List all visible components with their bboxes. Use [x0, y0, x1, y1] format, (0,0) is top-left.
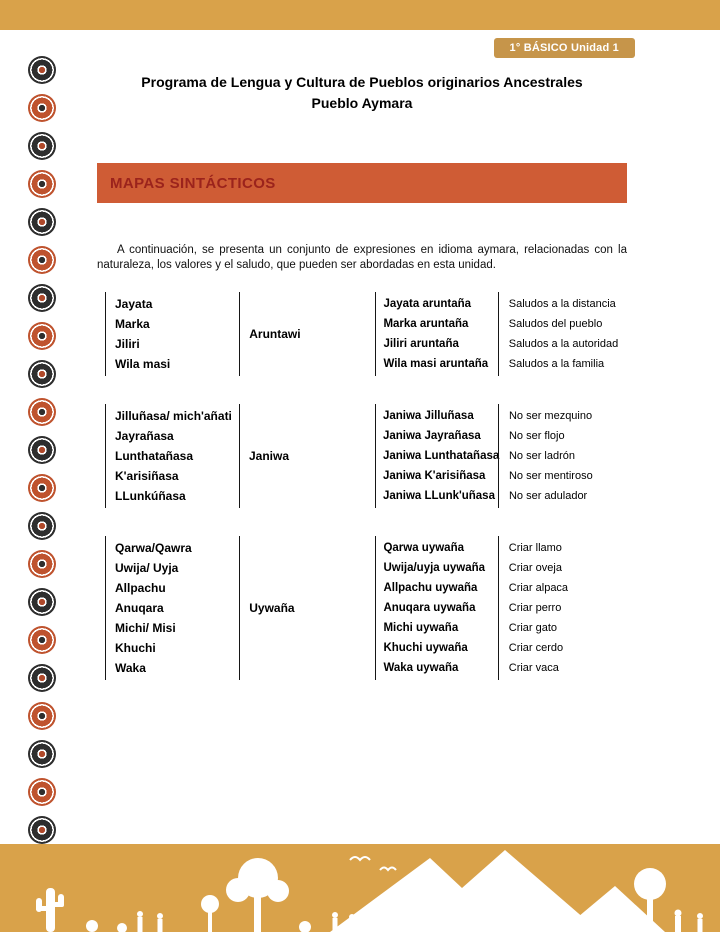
- ornament-medallion-icon: [28, 132, 56, 160]
- aymara-word: Jiliri: [115, 337, 140, 351]
- syntax-maps: [105, 292, 627, 680]
- ornament-medallion-icon: [28, 588, 56, 616]
- cactus-icon: [36, 888, 64, 932]
- ornament-medallion-icon: [28, 360, 56, 388]
- ornament-medallion-icon: [28, 474, 56, 502]
- spanish-meaning: No ser adulador: [508, 490, 588, 502]
- ornament-medallion-icon: [28, 170, 56, 198]
- bush-icon: [117, 923, 127, 932]
- spanish-meaning: Criar gato: [508, 622, 558, 634]
- aymara-phrase: Jiliri aruntaña: [383, 338, 459, 350]
- aymara-word: Uwija/ Uyja: [115, 561, 179, 575]
- unit-badge: 1° BÁSICO Unidad 1: [494, 38, 635, 58]
- footer-illustration: [0, 844, 720, 932]
- aymara-word: Michi/ Misi: [115, 621, 176, 635]
- aymara-phrase: Marka aruntaña: [383, 318, 469, 330]
- aymara-phrase: Khuchi uywaña: [383, 642, 468, 654]
- spanish-meaning: Criar llamo: [508, 542, 562, 554]
- bird-icon: [350, 857, 396, 870]
- aymara-word: Khuchi: [115, 641, 156, 655]
- document-title-line1: Programa de Lengua y Cultura de Pueblos originarios Ancestrales: [141, 74, 583, 90]
- spanish-meaning: No ser mezquino: [508, 410, 593, 422]
- aymara-phrase: Anuqara uywaña: [383, 602, 476, 614]
- spanish-meaning: Criar perro: [508, 602, 562, 614]
- bush-icon: [86, 920, 98, 932]
- ornament-medallion-icon: [28, 664, 56, 692]
- ornament-medallion-icon: [28, 816, 56, 844]
- aymara-word: Allpachu: [115, 581, 166, 595]
- aymara-phrase: Wila masi aruntaña: [383, 358, 489, 370]
- landscape-silhouette: [0, 844, 720, 932]
- aymara-word: Wila masi: [115, 357, 171, 371]
- aymara-word: LLunkúñasa: [115, 489, 186, 503]
- meanings-column: [498, 404, 627, 508]
- meanings-column: [498, 292, 627, 376]
- aymara-word: Jilluñasa/ mich'añati: [115, 409, 232, 423]
- aymara-word: K'arisiñasa: [115, 469, 179, 483]
- aymara-phrase: Qarwa uywaña: [383, 542, 464, 554]
- spanish-meaning: Criar vaca: [508, 662, 559, 674]
- ornament-medallion-icon: [28, 778, 56, 806]
- spanish-meaning: Criar alpaca: [508, 582, 569, 594]
- spanish-meaning: Criar cerdo: [508, 642, 564, 654]
- ornament-medallion-icon: [28, 246, 56, 274]
- connector-word: Janiwa: [248, 449, 290, 463]
- aymara-phrase: Jayata aruntaña: [383, 298, 472, 310]
- meanings-column: [498, 536, 627, 680]
- tree-icon: [201, 895, 219, 932]
- aymara-phrase: Janiwa Lunthatañasa: [382, 450, 500, 462]
- connector-column: [239, 536, 375, 680]
- spanish-meaning: Saludos a la familia: [508, 358, 605, 370]
- ornament-medallion-icon: [28, 208, 56, 236]
- aymara-phrase: Janiwa K'arisiñasa: [382, 470, 486, 482]
- aymara-phrase: Janiwa Jayrañasa: [382, 430, 481, 442]
- phrases-column: [375, 404, 498, 508]
- spanish-meaning: No ser flojo: [508, 430, 565, 442]
- aymara-phrase: Uwija/uyja uywaña: [383, 562, 486, 574]
- syntax-map-group: [105, 292, 627, 376]
- spanish-meaning: Saludos a la autoridad: [508, 338, 619, 350]
- connector-column: [239, 404, 375, 508]
- bush-icon: [299, 921, 311, 932]
- connector-word: Aruntawi: [249, 327, 301, 341]
- connector-column: [239, 292, 375, 376]
- ornament-medallion-icon: [28, 550, 56, 578]
- spanish-meaning: No ser mentiroso: [508, 470, 593, 482]
- document-title: [97, 72, 627, 114]
- connector-word: Uywaña: [249, 601, 295, 615]
- section-banner: [97, 163, 627, 203]
- ornament-medallion-icon: [28, 702, 56, 730]
- spanish-meaning: No ser ladrón: [508, 450, 575, 462]
- ornament-medallion-icon: [28, 398, 56, 426]
- page-content: [97, 72, 627, 708]
- syntax-map-group: [105, 404, 627, 508]
- ornament-medallion-icon: [28, 56, 56, 84]
- section-title: MAPAS SINTÁCTICOS: [110, 174, 276, 192]
- aymara-word: Jayata: [115, 297, 153, 311]
- aymara-phrase: Janiwa LLunk'uñasa: [382, 490, 495, 502]
- ornament-medallion-icon: [28, 740, 56, 768]
- ornament-medallion-icon: [28, 436, 56, 464]
- top-accent-bar: [0, 0, 720, 30]
- aymara-word: Anuqara: [115, 601, 164, 615]
- aymara-word: Jayrañasa: [115, 429, 174, 443]
- tree-icon: [226, 858, 289, 932]
- aymara-phrase: Janiwa Jilluñasa: [382, 410, 474, 422]
- aymara-phrase: Allpachu uywaña: [383, 582, 478, 594]
- document-title-line2: Pueblo Aymara: [311, 95, 413, 111]
- intro-paragraph: A continuación, se presenta un conjunto de expresiones en idioma aymara, relacionadas con la naturaleza, los valores y el saludo, que pueden ser abordadas en esta unidad.: [97, 244, 627, 271]
- words-column: [105, 536, 239, 680]
- aymara-word: Marka: [115, 317, 150, 331]
- aymara-word: Waka: [115, 661, 146, 675]
- spanish-meaning: Criar oveja: [508, 562, 562, 574]
- spanish-meaning: Saludos del pueblo: [508, 318, 603, 330]
- phrases-column: [375, 292, 497, 376]
- aymara-word: Lunthatañasa: [115, 449, 194, 463]
- aymara-word: Qarwa/Qawra: [115, 541, 192, 555]
- ornament-medallion-icon: [28, 284, 56, 312]
- words-column: [105, 404, 239, 508]
- syntax-map-group: [105, 536, 627, 680]
- aymara-phrase: Waka uywaña: [383, 662, 459, 674]
- mountain-icon: [330, 850, 600, 932]
- ornament-medallion-icon: [28, 626, 56, 654]
- ornament-medallion-icon: [28, 94, 56, 122]
- ornament-medallion-icon: [28, 512, 56, 540]
- ornament-medallion-icon: [28, 322, 56, 350]
- spanish-meaning: Saludos a la distancia: [508, 298, 616, 310]
- phrases-column: [375, 536, 497, 680]
- aymara-phrase: Michi uywaña: [383, 622, 459, 634]
- words-column: [105, 292, 239, 376]
- ornamental-border: [27, 56, 57, 844]
